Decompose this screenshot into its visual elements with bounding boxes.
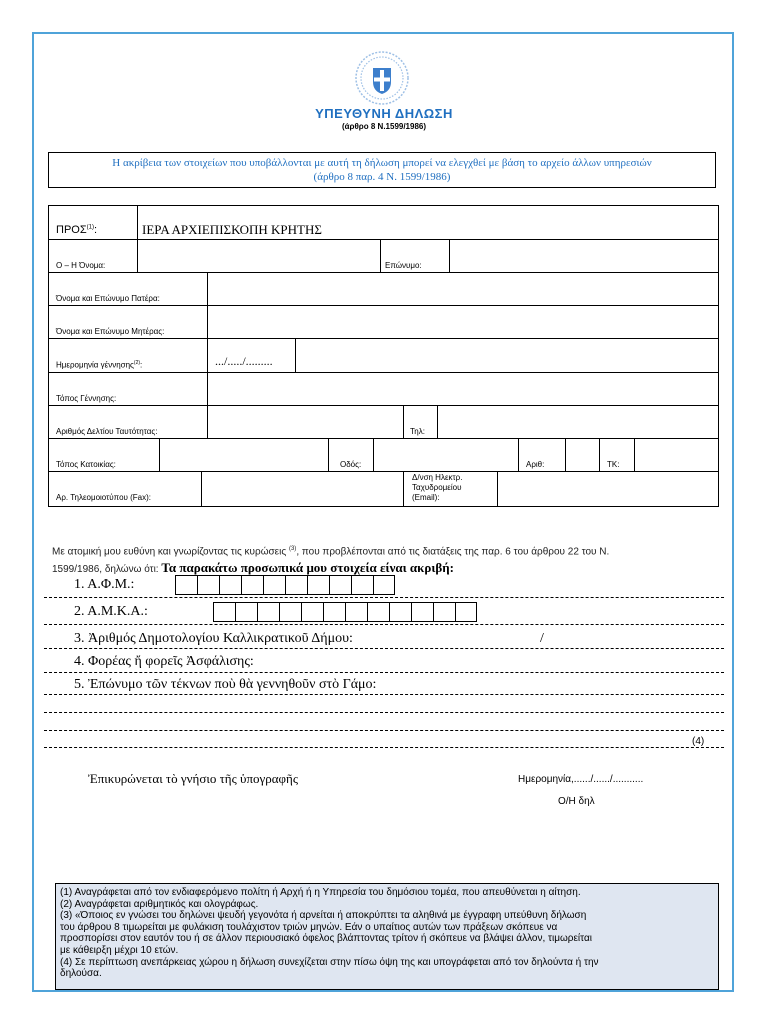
greek-coat-of-arms-icon bbox=[354, 50, 410, 106]
street-label: Οδός: bbox=[340, 460, 362, 469]
footnotes-box bbox=[55, 883, 719, 990]
declaration-text: Με ατομική μου ευθύνη και γνωρίζοντας τις κυρώσεις $^{(3)}$, που προβλέπονται από τις διατάξεις της παρ. 6 του άρθρου 22 του Ν. 1599/1986, δηλώνω ότι: Τα παρακάτω προσωπικά μου στοιχεία είναι ακριβή: bbox=[52, 546, 610, 576]
surname-field[interactable] bbox=[451, 241, 717, 271]
document-subtitle: (άρθρο 8 Ν.1599/1986) bbox=[341, 122, 427, 131]
birthdate-value: .../...../......... bbox=[215, 354, 273, 368]
item-tax-id: 1. Α.Φ.Μ.: bbox=[74, 577, 135, 592]
social-security-boxes[interactable] bbox=[213, 602, 477, 622]
item-children-surname: 5. Ἐπώνυμο τῶν τέκνων ποὺ θὰ γεννηθοῦν στὸ Γάμο: bbox=[74, 677, 377, 692]
birthplace-field[interactable] bbox=[209, 374, 717, 404]
accuracy-notice bbox=[48, 152, 716, 188]
phone-label: Τηλ: bbox=[410, 427, 425, 436]
item-social-security: 2. Α.Μ.Κ.Α.: bbox=[74, 604, 148, 619]
street-number-label: Αριθ: bbox=[526, 460, 545, 469]
street-field[interactable] bbox=[375, 440, 517, 470]
email-field[interactable] bbox=[499, 473, 717, 506]
surname-label: Επώνυμο: bbox=[385, 261, 422, 270]
footnote-4-ref: (4) bbox=[692, 736, 705, 747]
residence-field[interactable] bbox=[161, 440, 327, 470]
item-insurance-carrier: 4. Φορέας ἤ φορεῖς Ἀσφάλισης: bbox=[74, 654, 254, 669]
footnote-line: (3) «Όποιος εν γνώσει του δηλώνει ψευδή γεγονότα ή αρνείται ή αποκρύπτει τα αληθινά με έγγραφη υπεύθυνη δήλωση bbox=[60, 910, 587, 922]
to-value: ΙΕΡΑ ΑΡΧΙΕΠΙΣΚΟΠΗ ΚΡΗΤΗΣ bbox=[142, 222, 322, 237]
footnote-line: (4) Σε περίπτωση ανεπάρκειας χώρου η δήλωση συνεχίζεται στην πίσω όψη της και υπογράφεται από τον δηλούντα ή την bbox=[60, 956, 599, 968]
email-label: Δ/νση Ηλεκτρ. Ταχυδρομείου (Email): bbox=[412, 473, 463, 502]
birthplace-label: Τόπος Γέννησης: bbox=[56, 394, 117, 403]
fax-field[interactable] bbox=[203, 473, 402, 506]
street-number-field[interactable] bbox=[567, 440, 598, 470]
declarant-label: Ο/Η δηλ bbox=[558, 796, 595, 807]
phone-field[interactable] bbox=[439, 407, 717, 437]
id-card-field[interactable] bbox=[209, 407, 401, 437]
first-name-field[interactable] bbox=[139, 241, 378, 271]
first-name-label: Ο – Η Όνομα: bbox=[56, 261, 106, 270]
father-name-field[interactable] bbox=[209, 274, 717, 304]
id-card-label: Αριθμός Δελτίου Ταυτότητας: bbox=[56, 427, 158, 436]
tax-id-boxes[interactable] bbox=[175, 575, 395, 595]
fax-label: Αρ. Τηλεομοιοτύπου (Fax): bbox=[56, 493, 151, 502]
signature-certification: Ἐπικυρώνεται τὸ γνήσιο τῆς ὑπογραφῆς bbox=[88, 771, 298, 786]
residence-label: Τόπος Κατοικίας: bbox=[56, 460, 116, 469]
item-municipal-register: 3. Ἀριθμός Δημοτολογίου Καλλικρατικοῦ Δήμου: bbox=[74, 631, 353, 646]
notice-line-2: (άρθρο 8 παρ. 4 Ν. 1599/1986) bbox=[313, 171, 451, 183]
notice-line-1: Η ακρίβεια των στοιχείων που υποβάλλονται με αυτή τη δήλωση μπορεί να ελεγχθεί με βάση το αρχείο άλλων υπηρεσιών bbox=[112, 157, 652, 169]
footnote-line: με κάθειρξη μέχρι 10 ετών. bbox=[60, 944, 179, 956]
footnote-line: προσπορίσει στον εαυτόν του ή σε άλλον περιουσιακό όφελος βλάπτοντας τρίτον ή σκόπευε να βλάψει άλλον, τιμωρείται bbox=[60, 933, 592, 945]
zip-code-field[interactable] bbox=[636, 440, 717, 470]
footnote-line: του άρθρου 8 τιμωρείται με φυλάκιση τουλάχιστον τριών μηνών. Εάν ο υπαίτιος αυτών των πράξεων σκόπευε να bbox=[60, 921, 558, 933]
mother-name-field[interactable] bbox=[209, 307, 717, 337]
mother-name-label: Όνομα και Επώνυμο Μητέρας: bbox=[56, 327, 165, 336]
footnote-line: (1) Αναγράφεται από τον ενδιαφερόμενο πολίτη ή Αρχή ή η Υπηρεσία του δημόσιου τομέα, που απευθύνεται η αίτηση. bbox=[60, 887, 581, 898]
municipal-register-slash: / bbox=[540, 631, 544, 646]
document-title: ΥΠΕΥΘΥΝΗ ΔΗΛΩΣΗ bbox=[315, 106, 453, 121]
zip-code-label: ΤΚ: bbox=[607, 460, 620, 469]
birthdate-label: Ημερομηνία γέννησης$^{(2)}$: bbox=[56, 360, 143, 370]
father-name-label: Όνομα και Επώνυμο Πατέρα: bbox=[56, 294, 160, 303]
signature-date: Ημερομηνία,....../....../........... bbox=[518, 774, 644, 785]
footnote-line: (2) Αναγράφεται αριθμητικός και ολογράφως. bbox=[60, 898, 259, 910]
to-label: ΠΡΟΣ$^{(1)}$: bbox=[56, 224, 98, 236]
footnote-line: δηλούσα. bbox=[60, 968, 102, 980]
